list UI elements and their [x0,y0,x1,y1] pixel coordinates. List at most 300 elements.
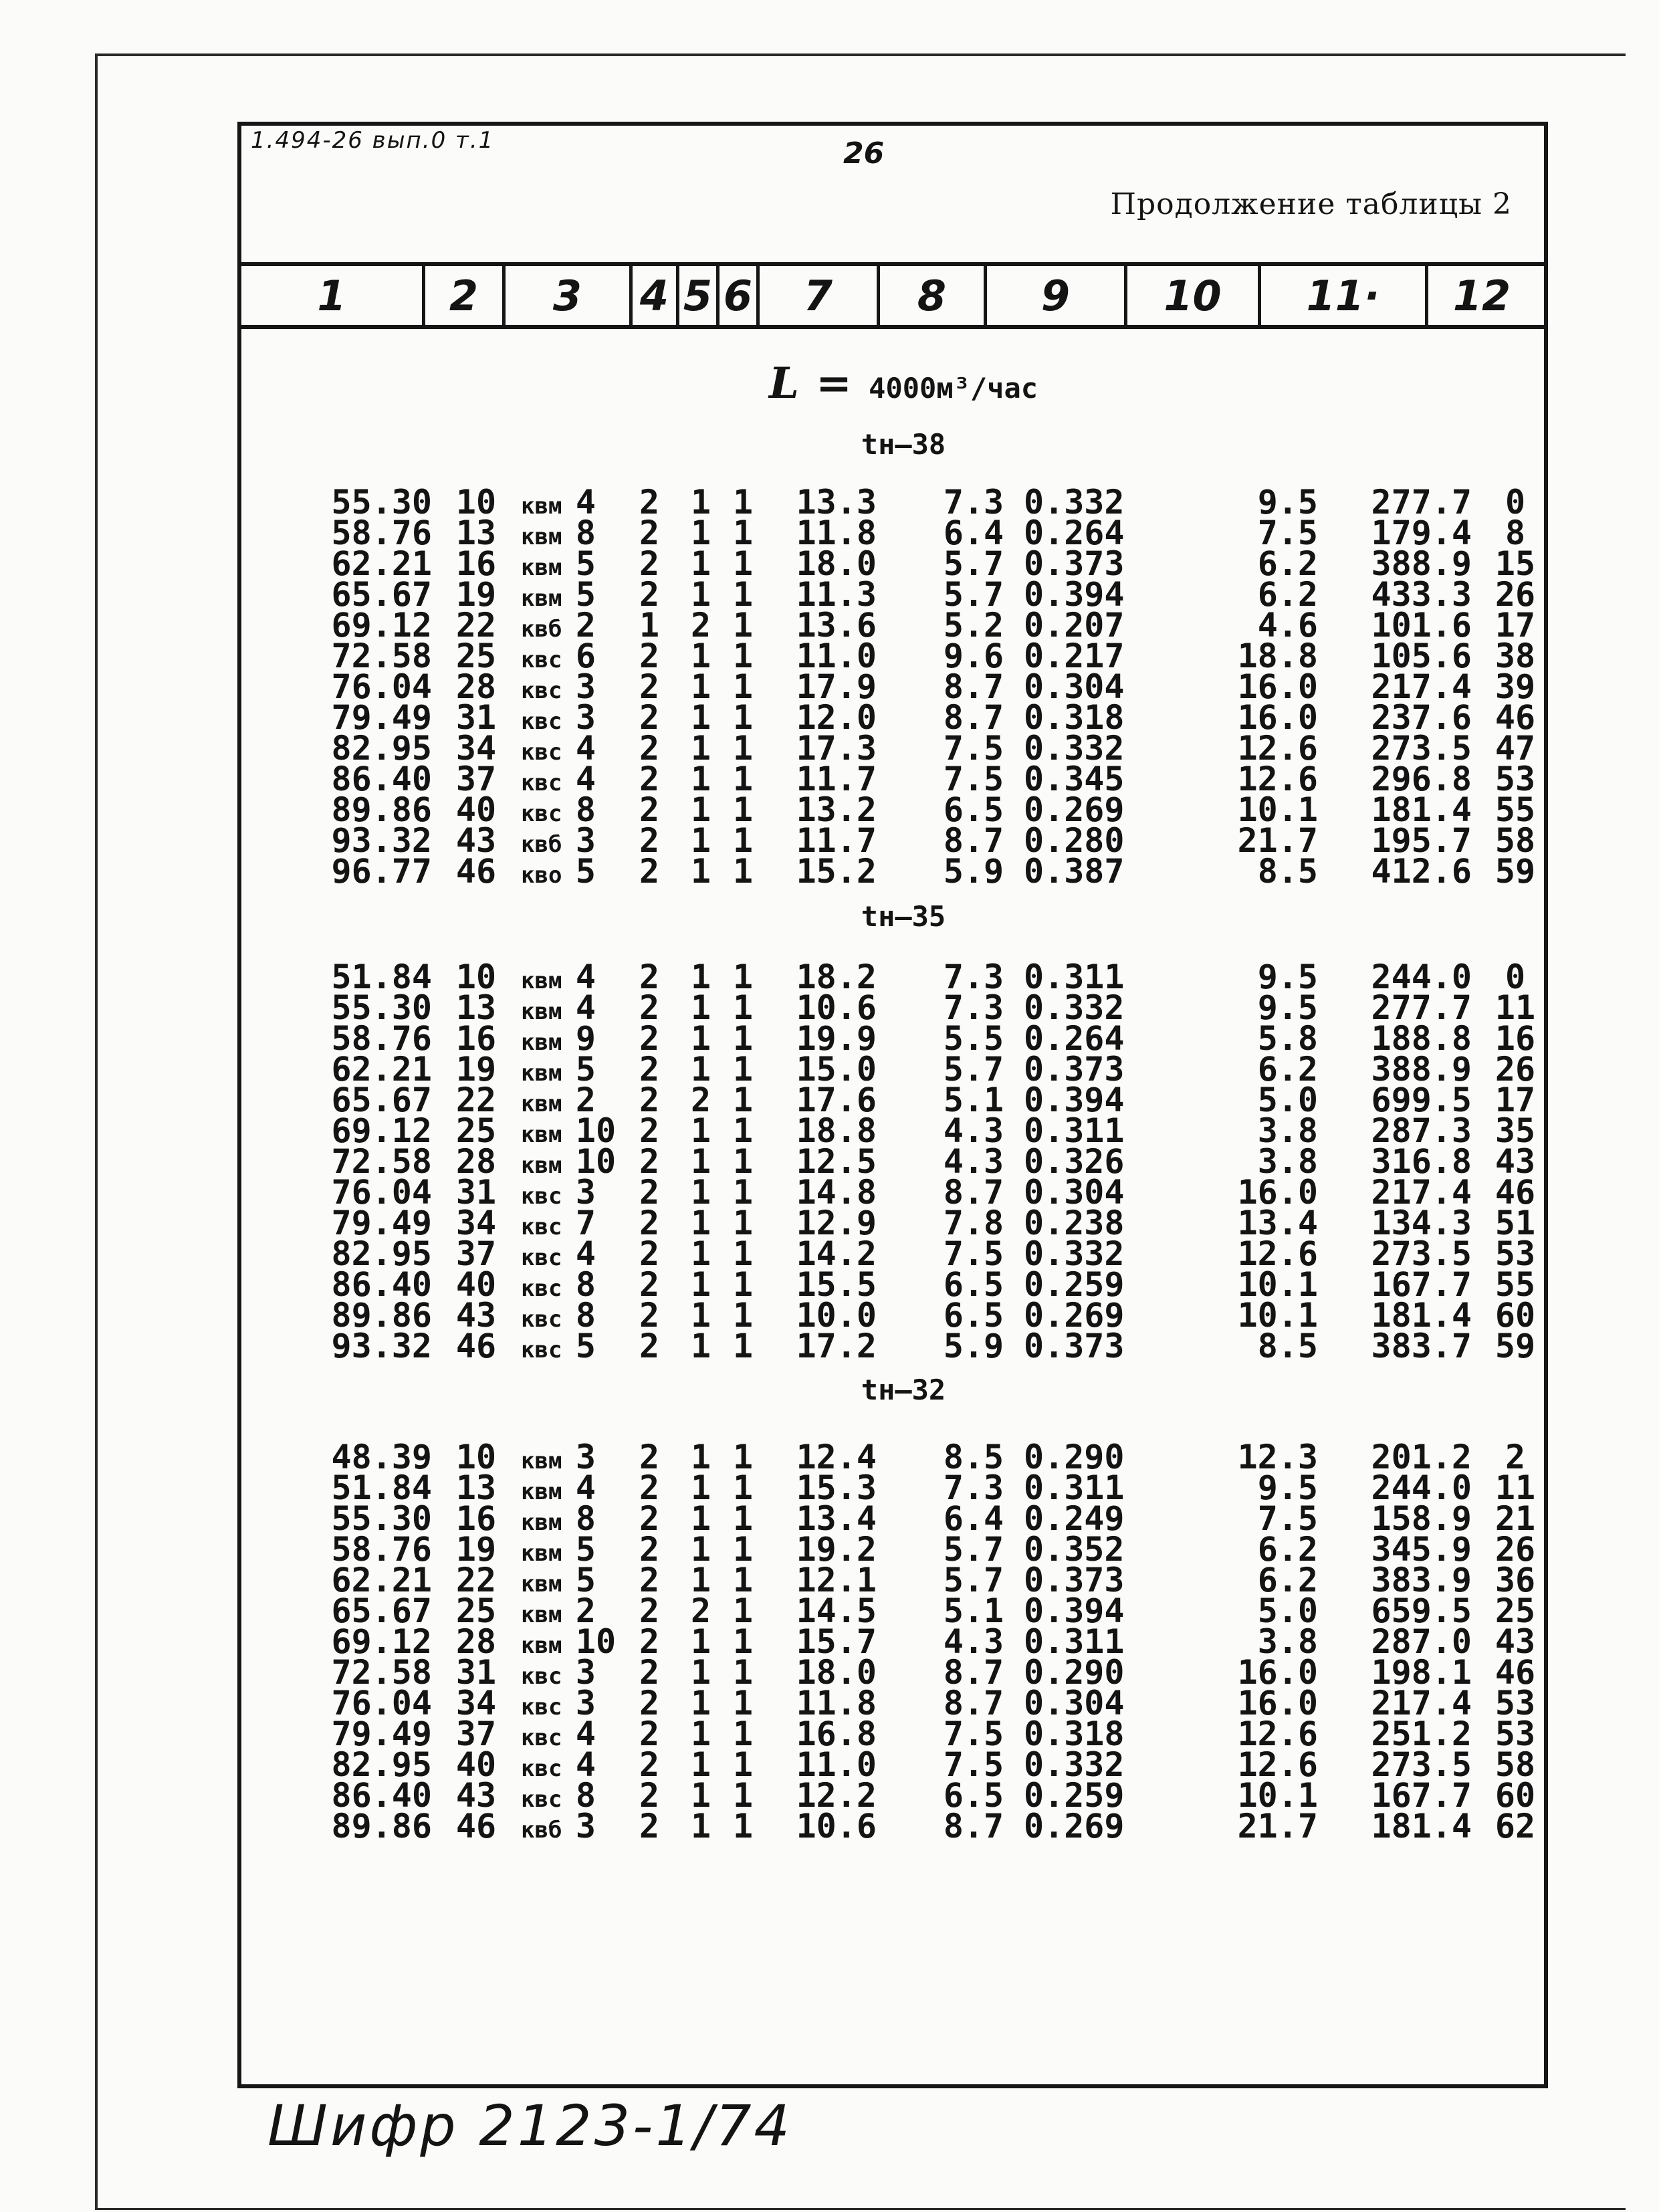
table-cell: 5.5 [943,1019,1004,1058]
table-cell: 12.3 [1237,1438,1318,1476]
table-cell: 2 [639,1745,660,1784]
table-cell: 16.0 [1237,1173,1318,1212]
table-row [241,1530,1544,1569]
table-cell: 1 [690,514,711,552]
table-cell: 2 [639,1327,660,1365]
column-number: 6 [723,271,753,320]
register-size: 7 [575,1204,596,1242]
table-cell: 2 [690,606,711,645]
table-cell: 2 [690,1591,711,1630]
register-size: 3 [575,667,596,706]
table-cell: 28 [455,667,497,706]
table-cell: 0.269 [1024,790,1125,829]
table-cell: 5.0 [1257,1591,1318,1630]
table-cell: 2 [639,1499,660,1538]
table-cell: 0.280 [1024,821,1125,860]
table-cell: 2 [639,1653,660,1692]
table-cell: 1 [690,1327,711,1365]
table-cell: 2 [639,698,660,737]
table-cell: 13 [455,1468,497,1507]
table-cell: 79.49 [331,1715,432,1753]
table-cell: 1 [732,667,754,706]
table-cell: 1 [690,1715,711,1753]
table-cell: 93.32 [331,821,432,860]
register-type: квс [521,1214,562,1240]
table-cell: 1 [732,1653,754,1692]
table-cell: 28 [455,1622,497,1661]
table-cell: 60 [1495,1776,1536,1815]
register-size: 4 [575,483,596,522]
table-cell: 179.4 [1371,514,1472,552]
register-type: квс [521,677,562,704]
register-type: квс [521,1725,562,1751]
register-size: 3 [575,1653,596,1692]
table-cell: 383.9 [1371,1561,1472,1599]
table-cell: 1 [732,1591,754,1630]
register-size: 3 [575,821,596,860]
table-cell: 0.318 [1024,1715,1125,1753]
table-cell: 0.394 [1024,1081,1125,1119]
register-type: квм [521,1540,562,1567]
table-cell: 16 [455,1019,497,1058]
table-cell: 6.2 [1257,1561,1318,1599]
register-size: 8 [575,1296,596,1335]
table-cell: 1 [732,1684,754,1723]
register-type: квб [521,616,562,643]
register-type-cell [521,1327,641,1365]
table-row [241,1204,1544,1242]
table-cell: 16.8 [796,1715,877,1753]
table-cell: 1 [732,698,754,737]
table-cell: 1 [732,1622,754,1661]
table-cell: 1 [690,1807,711,1846]
table-cell: 86.40 [331,1776,432,1815]
table-cell: 158.9 [1371,1499,1472,1538]
table-row [241,514,1544,552]
table-cell: 0.387 [1024,852,1125,891]
register-type: квм [521,1632,562,1659]
table-row [241,1438,1544,1476]
table-row [241,1019,1544,1058]
table-row [241,698,1544,737]
table-cell: 79.49 [331,698,432,737]
table-cell: 2 [639,1591,660,1630]
table-cell: 433.3 [1371,575,1472,614]
register-size: 9 [575,1019,596,1058]
table-cell: 16.0 [1237,1653,1318,1692]
table-cell: 8.7 [943,1807,1004,1846]
table-cell: 7.5 [1257,1499,1318,1538]
table-cell: 11.7 [796,821,877,860]
table-cell: 10.6 [796,1807,877,1846]
table-cell: 2 [639,1019,660,1058]
table-cell: 12.0 [796,698,877,737]
register-type: квм [521,1152,562,1179]
table-cell: 2 [639,1530,660,1569]
table-cell: 46 [455,1807,497,1846]
table-cell: 12.6 [1237,760,1318,798]
table-cell: 13.4 [1237,1204,1318,1242]
table-cell: 9.5 [1257,988,1318,1027]
table-cell: 8.7 [943,698,1004,737]
table-cell: 1 [690,1468,711,1507]
table-cell: 1 [690,544,711,583]
table-cell: 6.2 [1257,1530,1318,1569]
table-cell: 7.3 [943,1468,1004,1507]
table-cell: 0.326 [1024,1142,1125,1181]
register-type: квс [521,1337,562,1363]
table-cell: 1 [732,637,754,675]
table-cell: 7.5 [943,1745,1004,1784]
page-number: 26 [843,136,885,171]
table-cell: 244.0 [1371,1468,1472,1507]
table-cell: 1 [690,1684,711,1723]
table-cell: 1 [732,988,754,1027]
register-type: квм [521,1060,562,1087]
register-type: квм [521,1601,562,1628]
register-size: 4 [575,1234,596,1273]
table-cell: 8.7 [943,821,1004,860]
table-cell: 345.9 [1371,1530,1472,1569]
table-cell: 18.0 [796,1653,877,1692]
table-cell: 51 [1495,1204,1536,1242]
table-cell: 1 [690,1234,711,1273]
table-cell: 1 [732,1265,754,1304]
register-size: 8 [575,1499,596,1538]
table-row [241,1807,1544,1846]
table-cell: 2 [639,1173,660,1212]
air-flow-line [602,358,1204,409]
table-cell: 34 [455,729,497,768]
table-cell: 2 [639,514,660,552]
table-cell: 1 [732,1173,754,1212]
table-row [241,821,1544,860]
table-cell: 31 [455,698,497,737]
register-type: квс [521,1755,562,1782]
table-cell: 28 [455,1142,497,1181]
table-cell: 25 [1495,1591,1536,1630]
table-cell: 10 [455,483,497,522]
table-cell: 26 [1495,1050,1536,1089]
register-type: квс [521,647,562,673]
table-cell: 17 [1495,606,1536,645]
table-cell: 251.2 [1371,1715,1472,1753]
table-cell: 277.7 [1371,483,1472,522]
table-cell: 0.264 [1024,514,1125,552]
table-row [241,1265,1544,1304]
register-type: квб [521,1817,562,1844]
table-row [241,1715,1544,1753]
table-cell: 217.4 [1371,667,1472,706]
table-cell: 13.6 [796,606,877,645]
table-cell: 8.7 [943,1173,1004,1212]
table-cell: 105.6 [1371,637,1472,675]
table-cell: 46 [1495,1173,1536,1212]
table-cell: 17.3 [796,729,877,768]
register-size: 8 [575,1265,596,1304]
table-cell: 25 [455,1591,497,1630]
table-cell: 2 [639,575,660,614]
table-cell: 22 [455,606,497,645]
table-cell: 51.84 [331,958,432,996]
table-cell: 1 [690,1530,711,1569]
table-cell: 3.8 [1257,1111,1318,1150]
table-sheet [237,122,1548,2088]
table-cell: 2 [639,1622,660,1661]
table-cell: 7.8 [943,1204,1004,1242]
table-cell: 13.3 [796,483,877,522]
table-cell: 2 [639,988,660,1027]
table-cell: 36 [1495,1561,1536,1599]
table-cell: 2 [639,544,660,583]
table-cell: 17.6 [796,1081,877,1119]
header-bottom-rule [241,325,1544,329]
table-cell: 273.5 [1371,1745,1472,1784]
table-cell: 3.8 [1257,1142,1318,1181]
table-cell: 15.5 [796,1265,877,1304]
table-cell: 7.5 [943,1715,1004,1753]
table-cell: 72.58 [331,1653,432,1692]
table-cell: 1 [639,606,660,645]
table-cell: 72.58 [331,637,432,675]
table-row [241,1745,1544,1784]
table-cell: 10.1 [1237,790,1318,829]
table-cell: 8.5 [943,1438,1004,1476]
column-number: 1 [317,271,346,320]
table-cell: 10 [455,1438,497,1476]
register-size: 2 [575,1591,596,1630]
table-cell: 6.2 [1257,544,1318,583]
table-cell: 69.12 [331,1111,432,1150]
table-cell: 46 [455,852,497,891]
table-cell: 101.6 [1371,606,1472,645]
table-cell: 38 [1495,637,1536,675]
table-cell: 13.2 [796,790,877,829]
table-cell: 1 [732,1438,754,1476]
table-cell: 287.0 [1371,1622,1472,1661]
table-cell: 12.6 [1237,1715,1318,1753]
table-cell: 2 [639,1050,660,1089]
register-size: 5 [575,544,596,583]
table-row [241,1173,1544,1212]
table-cell: 1 [690,1438,711,1476]
table-cell: 1 [690,1776,711,1815]
table-cell: 1 [690,790,711,829]
table-cell: 2 [639,1296,660,1335]
table-cell: 10 [455,958,497,996]
table-cell: 8 [1505,514,1526,552]
table-cell: 1 [732,483,754,522]
table-cell: 62 [1495,1807,1536,1846]
table-cell: 7.5 [943,1234,1004,1273]
table-cell: 62.21 [331,1561,432,1599]
table-cell: 0.311 [1024,958,1125,996]
table-cell: 58.76 [331,514,432,552]
table-row [241,1327,1544,1365]
column-number: 7 [803,271,833,320]
table-cell: 2 [639,667,660,706]
table-row [241,1468,1544,1507]
table-cell: 93.32 [331,1327,432,1365]
table-cell: 14.2 [796,1234,877,1273]
table-cell: 2 [639,958,660,996]
table-cell: 6.4 [943,514,1004,552]
table-cell: 4.6 [1257,606,1318,645]
table-cell: 1 [690,1050,711,1089]
table-cell: 388.9 [1371,544,1472,583]
table-cell: 11 [1495,1468,1536,1507]
table-cell: 10.1 [1237,1776,1318,1815]
column-number: 3 [552,271,582,320]
table-cell: 0.269 [1024,1296,1125,1335]
table-caption: Продолжение таблицы 2 [1110,187,1512,221]
table-row [241,1561,1544,1599]
table-cell: 1 [690,760,711,798]
table-cell: 1 [732,1499,754,1538]
register-size: 4 [575,1715,596,1753]
table-cell: 5.7 [943,1050,1004,1089]
section-rows [241,958,1544,1365]
table-cell: 12.6 [1237,1745,1318,1784]
table-cell: 69.12 [331,606,432,645]
table-cell: 12.6 [1237,729,1318,768]
register-type: квм [521,1029,562,1056]
table-cell: 37 [455,760,497,798]
table-cell: 89.86 [331,1296,432,1335]
table-cell: 1 [732,1142,754,1181]
table-cell: 43 [455,821,497,860]
table-cell: 62.21 [331,544,432,583]
table-cell: 7.3 [943,958,1004,996]
register-size: 6 [575,637,596,675]
table-cell: 2 [639,483,660,522]
table-cell: 7.5 [943,760,1004,798]
table-cell: 53 [1495,760,1536,798]
table-cell: 89.86 [331,790,432,829]
flow-value: 4000м³/час [869,372,1038,405]
table-cell: 10.6 [796,988,877,1027]
table-cell: 0.311 [1024,1111,1125,1150]
table-cell: 6.2 [1257,1050,1318,1089]
table-cell: 11.0 [796,1745,877,1784]
table-row [241,1591,1544,1630]
table-cell: 9.5 [1257,1468,1318,1507]
table-cell: 16 [455,544,497,583]
section-title: tн—32 [861,1373,946,1406]
table-cell: 72.58 [331,1142,432,1181]
table-cell: 11 [1495,988,1536,1027]
flow-equals: = [816,358,852,409]
table-cell: 16.0 [1237,1684,1318,1723]
register-size: 4 [575,958,596,996]
table-row [241,1142,1544,1181]
table-cell: 659.5 [1371,1591,1472,1630]
table-cell: 134.3 [1371,1204,1472,1242]
table-cell: 181.4 [1371,1807,1472,1846]
table-cell: 1 [690,667,711,706]
register-type: квс [521,739,562,766]
table-cell: 5.7 [943,1530,1004,1569]
table-cell: 699.5 [1371,1081,1472,1119]
table-row [241,637,1544,675]
section-title: tн—35 [861,900,946,933]
table-cell: 1 [732,1776,754,1815]
table-cell: 2 [1505,1438,1526,1476]
table-cell: 316.8 [1371,1142,1472,1181]
register-type: квс [521,1786,562,1813]
table-cell: 16.0 [1237,667,1318,706]
table-cell: 1 [732,821,754,860]
table-cell: 198.1 [1371,1653,1472,1692]
table-cell: 1 [732,1715,754,1753]
register-size: 5 [575,1050,596,1089]
table-cell: 2 [639,1081,660,1119]
table-cell: 11.8 [796,514,877,552]
table-cell: 46 [1495,1653,1536,1692]
table-row [241,1622,1544,1661]
table-cell: 2 [639,1807,660,1846]
table-row [241,667,1544,706]
register-size: 3 [575,1684,596,1723]
table-cell: 2 [639,760,660,798]
table-cell: 0.332 [1024,988,1125,1027]
table-cell: 0.394 [1024,1591,1125,1630]
table-cell: 13 [455,514,497,552]
table-row [241,1653,1544,1692]
table-cell: 1 [732,1807,754,1846]
table-cell: 1 [690,1296,711,1335]
table-cell: 12.6 [1237,1234,1318,1273]
table-cell: 8.7 [943,1653,1004,1692]
table-cell: 12.9 [796,1204,877,1242]
table-cell: 0.332 [1024,1234,1125,1273]
table-cell: 46 [455,1327,497,1365]
table-cell: 2 [639,852,660,891]
table-cell: 26 [1495,575,1536,614]
column-number: 9 [1040,271,1071,320]
table-cell: 0.264 [1024,1019,1125,1058]
table-row [241,760,1544,798]
table-cell: 12.2 [796,1776,877,1815]
register-size: 10 [575,1111,617,1150]
table-cell: 43 [455,1776,497,1815]
table-cell: 11.8 [796,1684,877,1723]
table-cell: 1 [690,958,711,996]
table-cell: 53 [1495,1684,1536,1723]
table-cell: 0.304 [1024,667,1125,706]
table-cell: 5.8 [1257,1019,1318,1058]
table-cell: 18.2 [796,958,877,996]
table-cell: 48.39 [331,1438,432,1476]
table-cell: 0.345 [1024,760,1125,798]
table-cell: 58.76 [331,1019,432,1058]
table-cell: 5.7 [943,544,1004,583]
register-size: 5 [575,1327,596,1365]
table-cell: 31 [455,1173,497,1212]
table-cell: 1 [690,729,711,768]
table-cell: 195.7 [1371,821,1472,860]
table-cell: 65.67 [331,1081,432,1119]
table-cell: 5.7 [943,575,1004,614]
table-cell: 0.373 [1024,1561,1125,1599]
table-cell: 37 [455,1234,497,1273]
table-cell: 55.30 [331,1499,432,1538]
table-cell: 0.217 [1024,637,1125,675]
table-row [241,1499,1544,1538]
table-cell: 1 [690,698,711,737]
table-row [241,1684,1544,1723]
table-cell: 0.290 [1024,1653,1125,1692]
